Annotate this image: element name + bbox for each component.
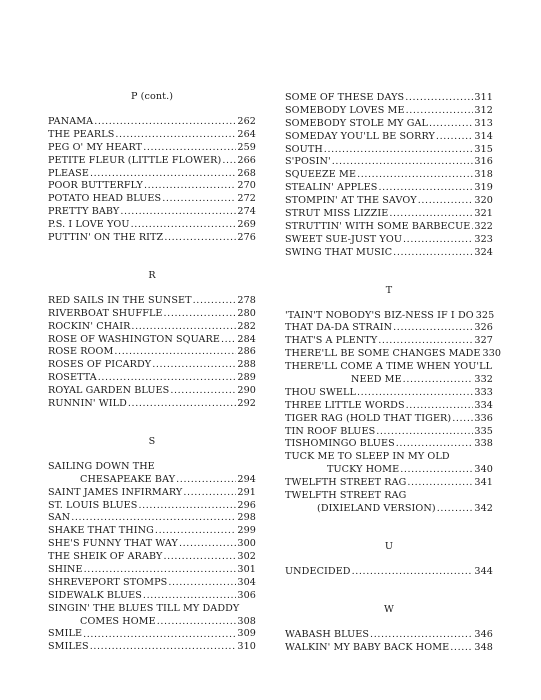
dot-leader (403, 234, 473, 247)
page-number: 325 (475, 309, 495, 321)
entry-title: SOMEDAY YOU'LL BE SORRY (285, 130, 435, 142)
index-entry (285, 464, 493, 477)
page-number: 333 (474, 386, 493, 398)
entry-title: THERE'LL BE SOME CHANGES MADE (285, 348, 481, 360)
entry-title: PLEASE (48, 167, 89, 179)
index-entry (48, 193, 256, 206)
entry-list (285, 92, 493, 260)
dot-leader (405, 92, 473, 105)
entry-title-line: THERE'LL COME A TIME WHEN YOU'LL (285, 361, 493, 373)
entry-title: THE SHEIK OF ARABY (48, 551, 163, 563)
entry-title: P.S. I LOVE YOU (48, 219, 130, 231)
index-entry (285, 477, 493, 490)
index-entry (48, 155, 256, 168)
entry-title: STEALIN' APPLES (285, 182, 378, 194)
index-entry (285, 156, 493, 169)
page-number: 294 (237, 473, 256, 485)
entry-title: SHAKE THAT THING (48, 525, 154, 537)
index-entry (48, 500, 256, 513)
dot-leader (176, 474, 236, 487)
page-number: 291 (237, 486, 256, 498)
index-entry (285, 348, 502, 361)
entry-title: ROSE ROOM (48, 346, 114, 358)
dot-leader (407, 477, 473, 490)
page-number: 326 (474, 322, 493, 334)
index-entry (285, 322, 493, 335)
entry-title: PEG O' MY HEART (48, 141, 143, 153)
page-number: 309 (237, 628, 256, 640)
dot-leader (179, 538, 236, 551)
index-entry (285, 374, 493, 387)
entry-title: STRUTTIN' WITH SOME BARBECUE (285, 220, 471, 232)
dot-leader (71, 512, 236, 525)
index-entry (285, 400, 493, 413)
page-number: 318 (474, 169, 493, 181)
right-column (285, 91, 502, 677)
dot-leader (378, 335, 473, 348)
entry-title: SWING THAT MUSIC (285, 246, 393, 258)
page-number: 344 (474, 565, 493, 577)
page-number: 334 (474, 399, 493, 411)
index-entry (285, 335, 493, 348)
dot-leader (370, 629, 473, 642)
entry-title: SHE'S FUNNY THAT WAY (48, 538, 178, 550)
index-entry (48, 590, 256, 603)
index-section (285, 282, 502, 516)
page-number: 289 (237, 372, 256, 384)
dot-leader (170, 385, 236, 398)
index-entry (48, 308, 256, 321)
page-number: 306 (237, 589, 256, 601)
index-entry (48, 474, 256, 487)
index-entry (285, 182, 493, 195)
index-entry (48, 232, 256, 245)
page-number: 336 (474, 412, 493, 424)
entry-title: ROSE OF WASHINGTON SQUARE (48, 333, 220, 345)
page-number: 272 (237, 193, 256, 205)
dot-leader (332, 156, 474, 169)
index-entry (285, 131, 493, 144)
left-column (48, 88, 256, 676)
index-entry (285, 195, 493, 208)
page-number: 324 (474, 246, 493, 258)
index-entry (285, 169, 493, 182)
dot-leader (352, 566, 474, 579)
dot-leader (437, 503, 474, 516)
page-number: 308 (237, 615, 256, 627)
dot-leader (400, 464, 473, 477)
entry-title: THE PEARLS (48, 128, 115, 140)
entry-title: STOMPIN' AT THE SAVOY (285, 195, 417, 207)
dot-leader (143, 590, 236, 603)
entry-title: ROSES OF PICARDY (48, 359, 152, 371)
dot-leader (452, 413, 473, 426)
index-entry (48, 616, 256, 629)
page-number: 292 (237, 398, 256, 410)
entry-title: ROCKIN' CHAIR (48, 320, 131, 332)
entry-title: PRETTY BABY (48, 206, 120, 218)
entry-title: CHESAPEAKE BAY (80, 473, 176, 485)
index-entry (285, 310, 493, 323)
entry-title: TUCKY HOME (327, 464, 400, 476)
page-number: 280 (237, 307, 256, 319)
entry-title: POTATO HEAD BLUES (48, 193, 162, 205)
page-number: 288 (237, 359, 256, 371)
entry-title: SOMEBODY STOLE MY GAL (285, 117, 428, 129)
entry-title: SOME OF THESE DAYS (285, 91, 405, 103)
index-entry (48, 577, 256, 590)
entry-title-line: SAILING DOWN THE (48, 460, 155, 472)
index-entry (285, 426, 493, 439)
page-number: 314 (474, 130, 493, 142)
page-number: 310 (237, 641, 256, 653)
entry-title: TISHOMINGO BLUES (285, 438, 395, 450)
index-entry (285, 105, 493, 118)
dot-leader (403, 374, 474, 387)
index-entry (48, 551, 256, 564)
entry-title: S'POSIN' (285, 156, 331, 168)
entry-title: SHREVEPORT STOMPS (48, 576, 168, 588)
dot-leader (450, 642, 473, 655)
dot-leader (152, 359, 236, 372)
index-entry (48, 641, 256, 654)
index-entry (48, 334, 256, 347)
index-entry (48, 398, 256, 411)
page-number: 296 (237, 499, 256, 511)
dot-leader (222, 155, 236, 168)
index-entry (285, 234, 493, 247)
section-heading: W (384, 603, 394, 615)
section-heading: P (cont.) (130, 91, 174, 102)
dot-leader (114, 346, 236, 359)
index-entry (48, 359, 256, 372)
page-number: 299 (237, 525, 256, 537)
index-entry (48, 372, 256, 385)
dot-leader (429, 118, 473, 131)
entry-title: PANAMA (48, 115, 94, 127)
entry-title: SAN (48, 512, 71, 524)
page-number: 321 (474, 208, 493, 219)
index-entry (48, 564, 256, 577)
dot-leader (164, 308, 237, 321)
entry-title-line: TWELFTH STREET RAG (285, 490, 407, 502)
index-section (285, 538, 493, 579)
dot-leader (90, 168, 236, 181)
dot-leader (436, 131, 473, 144)
entry-title: SOUTH (285, 143, 323, 155)
entry-title: THOU SWELL (285, 386, 356, 398)
index-entry (285, 144, 493, 157)
index-section (48, 267, 256, 411)
entry-title-line: SINGIN' THE BLUES TILL MY DADDY (48, 602, 240, 614)
index-entry (48, 525, 256, 538)
entry-title: TIGER RAG (HOLD THAT TIGER) (285, 412, 452, 424)
section-heading: R (148, 269, 156, 281)
page-number: 335 (474, 425, 493, 437)
page-number: 276 (237, 232, 256, 243)
index-entry (285, 438, 493, 451)
dot-leader (83, 629, 236, 642)
entry-title: RED SAILS IN THE SUNSET (48, 294, 192, 306)
page-number: 269 (237, 219, 256, 231)
entry-title: WABASH BLUES (285, 628, 370, 640)
entry-list (285, 566, 493, 579)
entry-title: SAINT JAMES INFIRMARY (48, 486, 183, 498)
page-number: 284 (237, 333, 256, 345)
entry-title: SOMEBODY LOVES ME (285, 104, 405, 116)
index-entry (48, 538, 256, 551)
page-number: 315 (474, 143, 493, 155)
page-number: 340 (474, 464, 493, 476)
entry-title: RUNNIN' WILD (48, 398, 127, 410)
dot-leader (393, 247, 473, 260)
dot-leader (357, 387, 473, 400)
entry-title: (DIXIELAND VERSION) (317, 502, 436, 514)
index-section (48, 88, 256, 245)
page-number: 330 (482, 348, 502, 360)
dot-leader (162, 193, 236, 206)
index-entry (285, 413, 493, 426)
index-entry (285, 503, 493, 516)
dot-leader (324, 144, 474, 157)
section-heading: T (385, 284, 393, 296)
page-number: 274 (237, 206, 256, 218)
dot-leader (157, 616, 237, 629)
index-entry (48, 295, 256, 308)
dot-leader (143, 142, 236, 155)
dot-leader (90, 641, 237, 654)
entry-title: SHINE (48, 564, 83, 576)
index-entry (48, 385, 256, 398)
entry-title: UNDECIDED (285, 565, 351, 577)
index-entry (48, 629, 256, 642)
dot-leader (131, 321, 236, 334)
entry-title: TIN ROOF BLUES (285, 425, 376, 437)
entry-title: SIDEWALK BLUES (48, 589, 142, 601)
entry-list (48, 116, 256, 245)
page-number: 322 (474, 220, 493, 232)
index-entry (285, 208, 493, 221)
dot-leader (115, 129, 236, 142)
dot-leader (393, 322, 473, 335)
page-number: 298 (237, 512, 256, 524)
entry-list (48, 461, 256, 654)
page-number: 282 (237, 320, 256, 332)
dot-leader (144, 180, 236, 193)
page-number: 302 (237, 551, 256, 563)
entry-title: TWELFTH STREET RAG (285, 477, 407, 489)
entry-title: STRUT MISS LIZZIE (285, 208, 389, 219)
section-heading: U (384, 540, 394, 552)
entry-title: THAT'S A PLENTY (285, 335, 378, 347)
index-entry (48, 142, 256, 155)
index-entry (48, 206, 256, 219)
dot-leader (138, 500, 236, 513)
index-entry (48, 346, 256, 359)
index-entry (48, 180, 256, 193)
index-entry (285, 92, 493, 105)
index-entry (48, 219, 256, 232)
entry-title-line: TUCK ME TO SLEEP IN MY OLD (285, 451, 450, 463)
page-number: 259 (237, 141, 256, 153)
page-number: 266 (237, 154, 256, 166)
page-number: 332 (474, 374, 493, 386)
entry-title: SMILE (48, 628, 83, 640)
dot-leader (131, 219, 237, 232)
index-entry (285, 221, 493, 234)
dot-leader (168, 577, 236, 590)
page-number: 327 (474, 335, 493, 347)
page-number: 278 (237, 294, 256, 306)
page-number: 262 (237, 115, 256, 127)
entry-title: 'TAIN'T NOBODY'S BIZ-NESS IF I DO (285, 309, 474, 321)
page-number: 320 (474, 195, 493, 207)
page-number: 342 (474, 502, 493, 514)
entry-title: PETITE FLEUR (LITTLE FLOWER) (48, 154, 222, 166)
page-number: 270 (237, 180, 256, 192)
index-entry (48, 116, 256, 129)
dot-leader (94, 116, 236, 129)
entry-title: SWEET SUE-JUST YOU (285, 233, 403, 245)
page-number: 341 (474, 477, 493, 489)
page-number: 313 (474, 117, 493, 129)
page-number: 286 (237, 346, 256, 358)
index-entry (285, 642, 493, 655)
entry-title: THREE LITTLE WORDS (285, 399, 405, 411)
entry-title: POOR BUTTERFLY (48, 180, 143, 192)
index-section (285, 92, 493, 260)
dot-leader (98, 372, 237, 385)
entry-list (48, 295, 256, 411)
index-section (285, 601, 493, 655)
entry-title: THAT DA-DA STRAIN (285, 322, 393, 334)
entry-list (285, 309, 502, 516)
page-number: 312 (474, 104, 493, 116)
page-number: 319 (474, 182, 493, 194)
entry-title: RIVERBOAT SHUFFLE (48, 307, 163, 319)
entry-title: WALKIN' MY BABY BACK HOME (285, 641, 450, 653)
index-entry (285, 118, 493, 131)
page-number: 348 (474, 641, 493, 653)
section-heading: S (148, 435, 156, 447)
index-entry (48, 512, 256, 525)
page-number: 346 (474, 628, 493, 640)
dot-leader (376, 426, 473, 439)
dot-leader (406, 105, 474, 118)
entry-title: NEED ME (351, 374, 402, 386)
index-entry (48, 321, 256, 334)
dot-leader (128, 398, 236, 411)
dot-leader (396, 438, 474, 451)
index-entry (285, 566, 493, 579)
index-entry (48, 487, 256, 500)
dot-leader (418, 195, 474, 208)
entry-title: PUTTIN' ON THE RITZ (48, 232, 164, 243)
dot-leader (221, 334, 236, 347)
page-number: 304 (237, 576, 256, 588)
page-number: 316 (474, 156, 493, 168)
entry-title: ROYAL GARDEN BLUES (48, 385, 170, 397)
entry-title: ST. LOUIS BLUES (48, 499, 138, 511)
page-number: 301 (237, 564, 256, 576)
dot-leader (389, 208, 473, 221)
dot-leader (163, 551, 236, 564)
dot-leader (120, 206, 236, 219)
index-entry (285, 387, 493, 400)
page-number: 268 (237, 167, 256, 179)
entry-list (285, 629, 493, 655)
page-number: 311 (474, 91, 493, 103)
page-number: 338 (474, 438, 493, 450)
dot-leader (155, 525, 236, 538)
dot-leader (357, 169, 473, 182)
entry-title: SQUEEZE ME (285, 169, 357, 181)
index-entry (285, 629, 493, 642)
dot-leader (164, 232, 236, 245)
page-number: 290 (237, 385, 256, 397)
dot-leader (183, 487, 236, 500)
entry-title: ROSETTA (48, 372, 97, 384)
index-entry (48, 129, 256, 142)
page-number: 323 (474, 233, 493, 245)
dot-leader (406, 400, 474, 413)
dot-leader (84, 564, 237, 577)
dot-leader (378, 182, 473, 195)
index-entry (48, 168, 256, 181)
entry-title: SMILES (48, 641, 89, 653)
index-section (48, 433, 256, 654)
page-number: 264 (237, 128, 256, 140)
index-entry (285, 247, 493, 260)
page-number: 300 (237, 538, 256, 550)
dot-leader (471, 221, 473, 234)
entry-title: COMES HOME (80, 615, 156, 627)
dot-leader (193, 295, 237, 308)
